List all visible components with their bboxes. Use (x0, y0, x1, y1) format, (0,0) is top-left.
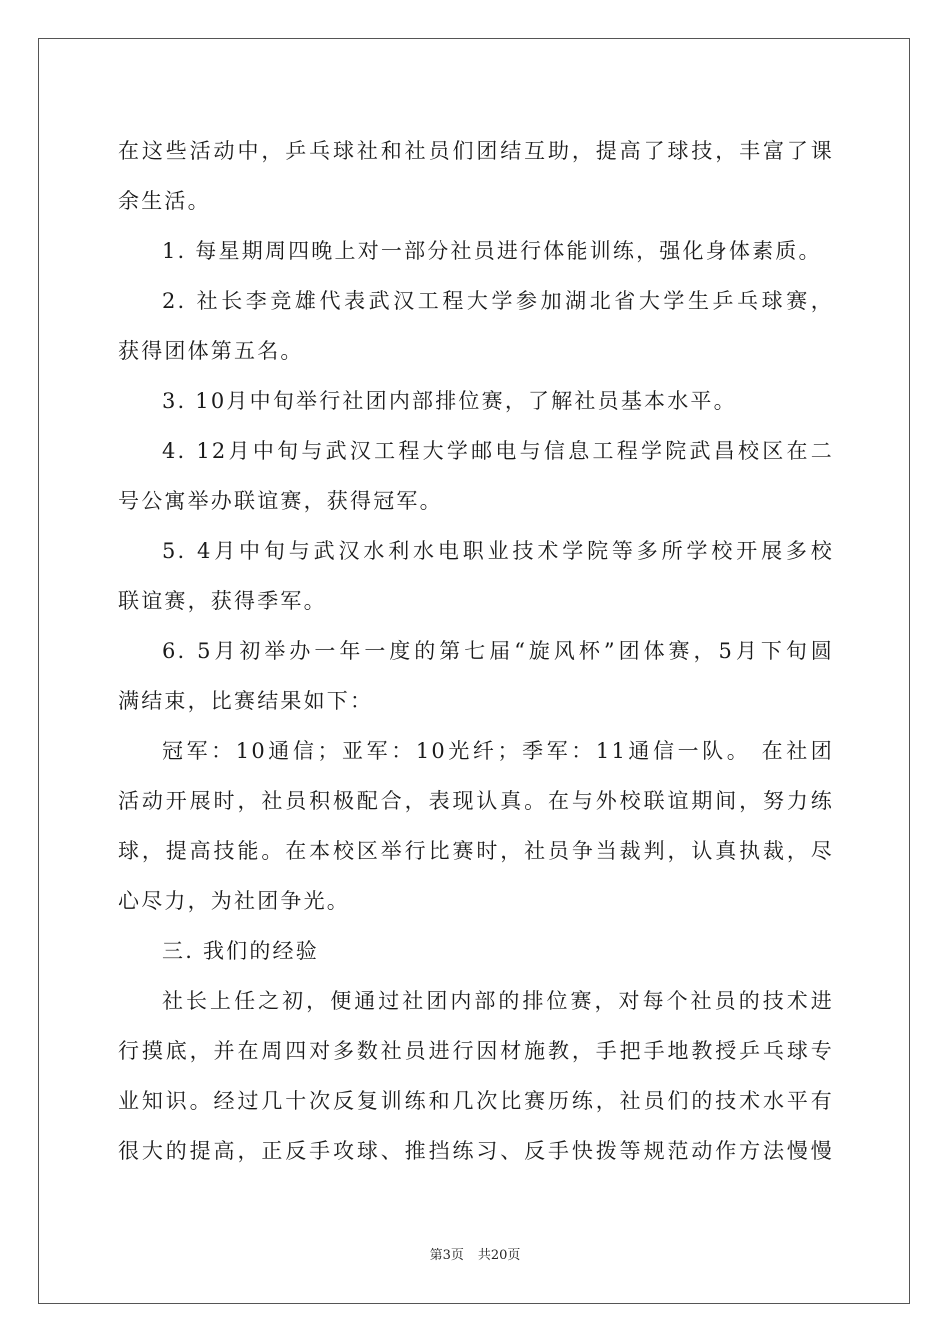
list-item-4-cont: 号公寓举办联谊赛，获得冠军。 (118, 489, 443, 513)
results-line: 冠军：10通信；亚军：10光纤；季军：11通信一队。 在社团 (162, 739, 834, 763)
document-body (118, 126, 834, 1176)
page-number: 第3页 (429, 1248, 464, 1263)
list-item-6: 6. 5月初举办一年一度的第七届“旋风杯”团体赛，5月下旬圆 (162, 639, 834, 663)
list-item-2: 2. 社长李竞雄代表武汉工程大学参加湖北省大学生乒乓球赛， (162, 289, 834, 313)
text-line-18: 社长上任之初，便通过社团内部的排位赛，对每个社员的技术进 (162, 989, 834, 1013)
text-line-16: 心尽力，为社团争光。 (118, 889, 350, 913)
list-item-4: 4. 12月中旬与武汉工程大学邮电与信息工程学院武昌校区在二 (162, 439, 834, 463)
text-line-20: 业知识。经过几十次反复训练和几次比赛历练，社员们的技术水平有 (118, 1089, 834, 1113)
text-line-14: 活动开展时，社员积极配合，表现认真。在与外校联谊期间，努力练 (118, 789, 834, 813)
text-line-2: 余生活。 (118, 189, 211, 213)
text-line-21: 很大的提高，正反手攻球、推挡练习、反手快拨等规范动作方法慢慢 (118, 1139, 834, 1163)
list-item-3: 3. 10月中旬举行社团内部排位赛，了解社员基本水平。 (162, 389, 737, 413)
list-item-5: 5. 4月中旬与武汉水利水电职业技术学院等多所学校开展多校 (162, 539, 834, 563)
text-line-15: 球，提高技能。在本校区举行比赛时，社员争当裁判，认真执裁，尽 (118, 839, 834, 863)
total-pages: 共20页 (477, 1248, 521, 1263)
text-line-19: 行摸底，并在周四对多数社员进行因材施教，手把手地教授乒乓球专 (118, 1039, 834, 1063)
list-item-5-cont: 联谊赛，获得季军。 (118, 589, 327, 613)
list-item-2-cont: 获得团体第五名。 (118, 339, 304, 363)
list-item-6-cont: 满结束，比赛结果如下： (118, 689, 374, 713)
text-line-1: 在这些活动中，乒乓球社和社员们团结互助，提高了球技，丰富了课 (118, 139, 834, 163)
list-item-1: 1. 每星期周四晚上对一部分社员进行体能训练，强化身体素质。 (162, 239, 822, 263)
page-footer (0, 1244, 950, 1263)
section-heading: 三. 我们的经验 (162, 939, 319, 963)
